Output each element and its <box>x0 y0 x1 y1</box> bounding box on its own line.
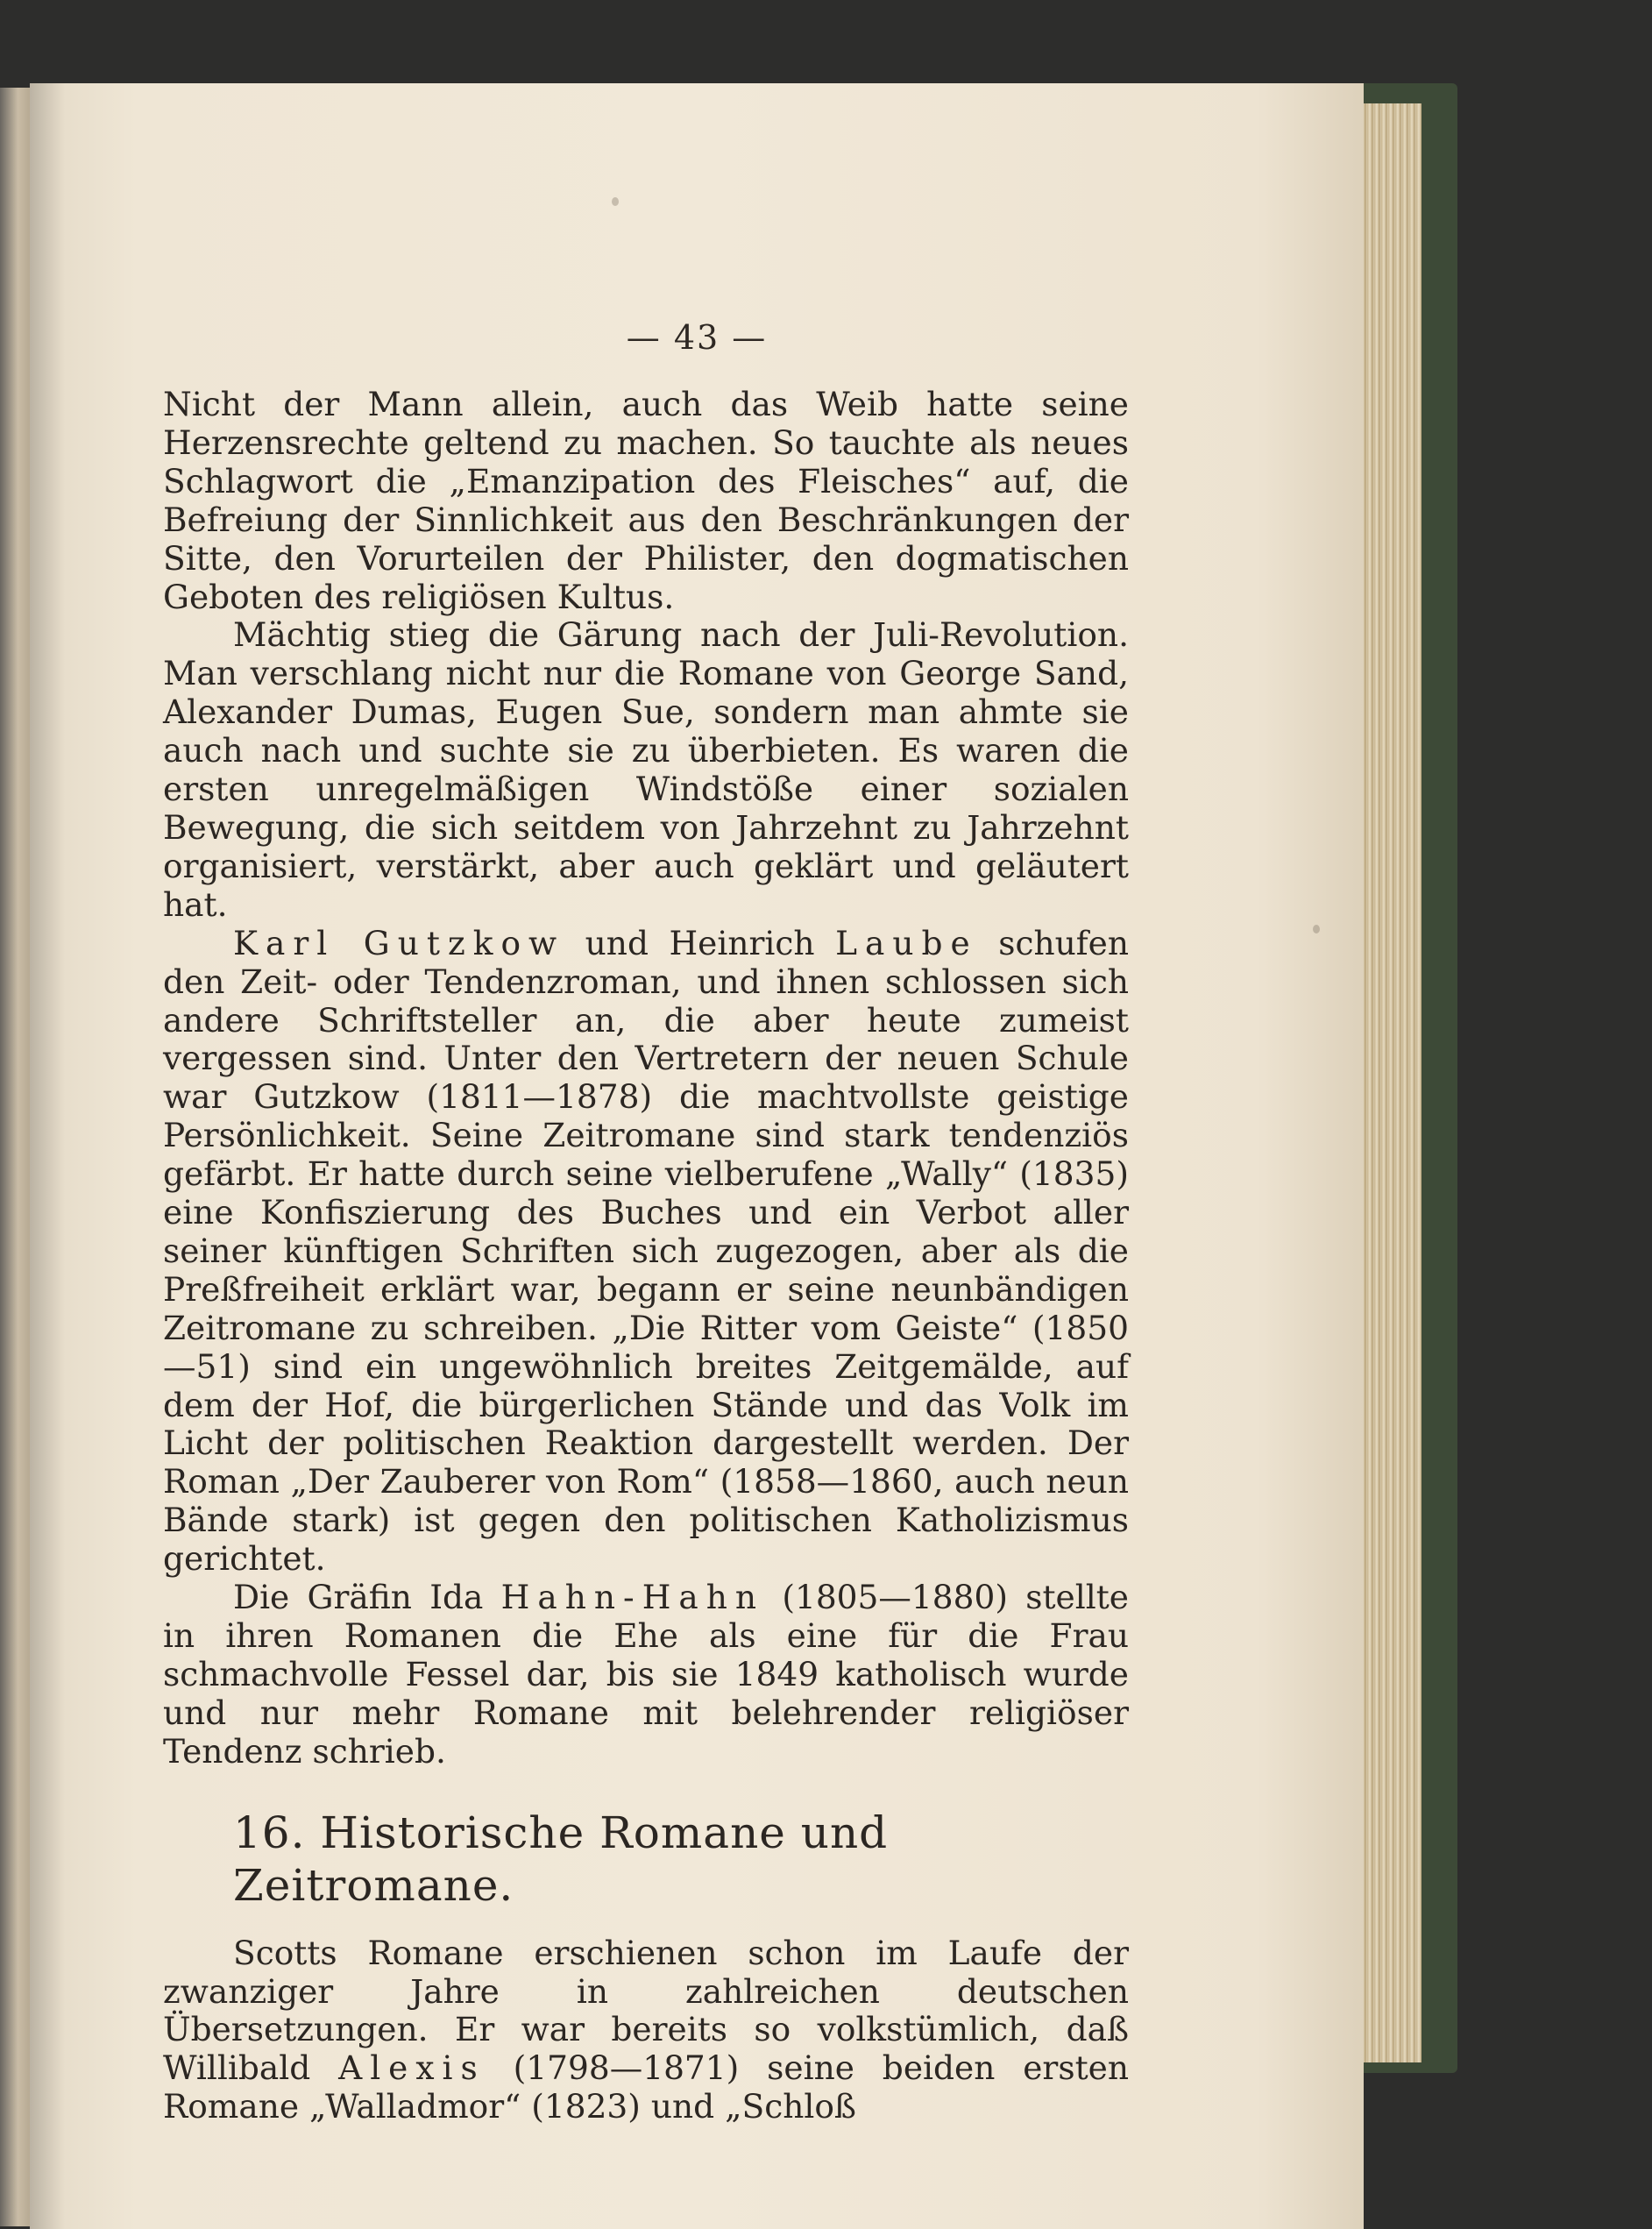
facing-page-edge <box>0 88 30 2226</box>
page-body <box>163 386 1129 2126</box>
section-heading: 16. Historische Romane und Zeitromane. <box>233 1807 889 1911</box>
paragraph-p2 <box>163 616 1129 924</box>
paragraph-p5 <box>163 1934 1129 2127</box>
paper-spot <box>612 197 619 206</box>
text-run: Die Gräfin Ida <box>233 1578 501 1617</box>
gutter-shadow <box>30 83 65 2229</box>
text-run: (1805—1880) stellte in ihren Romanen die Ehe als eine für die Frau schmachvolle Fessel dar, bis sie 1849 katholisch wurde und nur mehr Romane mit belehrender religiöser Tendenz schrieb. <box>163 1578 1129 1771</box>
text-run: Scotts Romane erschienen schon im Laufe der zwanziger Jahre in zahlreichen deutschen Übersetzungen. Er war bereits so volkstümlich, daß Willibald <box>163 1933 1129 2088</box>
text-run: und Heinrich <box>564 923 836 962</box>
spaced-name: Alexis <box>338 2048 486 2088</box>
spaced-name: Laube <box>835 923 978 962</box>
text-run: (1798—1871) seine beiden ersten Romane „Walladmor“ (1823) und „Schloß <box>163 2048 1130 2126</box>
page-block-edges <box>1360 103 1422 2062</box>
paper-spot <box>1313 925 1320 933</box>
paragraph-p3 <box>163 925 1129 1579</box>
paragraph-p1 <box>163 386 1129 616</box>
spaced-name: Hahn-Hahn <box>500 1578 765 1617</box>
text-run: Nicht der Mann allein, auch das Weib hatte seine Herzensrechte geltend zu machen. So tauchte als neues Schlagwort die „Emanzipation des Fleisches“ auf, die Befreiung der Sinnlichkeit aus den Beschränkungen der Sitte, den Vorurteilen der Philister, den dogmatischen Geboten des religiösen Kultus. <box>163 385 1129 616</box>
paragraph-group-after <box>163 1934 1129 2127</box>
spaced-name: Karl Gutzkow <box>233 923 565 962</box>
paragraph-group-before <box>163 386 1129 1771</box>
paragraph-p4 <box>163 1579 1129 1771</box>
text-run: schufen den Zeit- oder Tendenzroman, und ihnen schlossen sich andere Schriftsteller an, die aber heute zumeist vergessen sind. Unter den Vertretern der neuen Schule war Gutzkow (1811—1878) die machtvollste geistige Persönlichkeit. Seine Zeitromane sind stark tendenziös gefärbt. Er hatte durch seine vielberufene „Wally“ (1835) eine Konfiszierung des Buches und ein Verbot aller seiner künftigen Schriften sich zugezogen, aber als die Preßfreiheit erklärt war, begann er seine neunbändigen Zeitromane zu schreiben. „Die Ritter vom Geiste“ (1850—51) sind ein ungewöhnlich breites Zeitgemälde, auf dem der Hof, die bürgerlichen Stände und das Volk im Licht der politischen Reaktion dargestellt werden. Der Roman „Der Zauberer von Rom“ (1858—1860, auch neun Bände stark) ist gegen den politischen Katholizismus gerichtet. <box>163 923 1130 1579</box>
text-run: Mächtig stieg die Gärung nach der Juli-Revolution. Man verschlang nicht nur die Romane von George Sand, Alexander Dumas, Eugen Sue, sondern man ahmte sie auch nach und suchte sie zu überbieten. Es waren die ersten unregelmäßigen Windstöße einer sozialen Bewegung, die sich seitdem von Jahrzehnt zu Jahrzehnt organisiert, verstärkt, aber auch geklärt und geläutert hat. <box>163 615 1129 924</box>
book-page <box>30 83 1364 2229</box>
page-number: — 43 — <box>626 318 768 357</box>
